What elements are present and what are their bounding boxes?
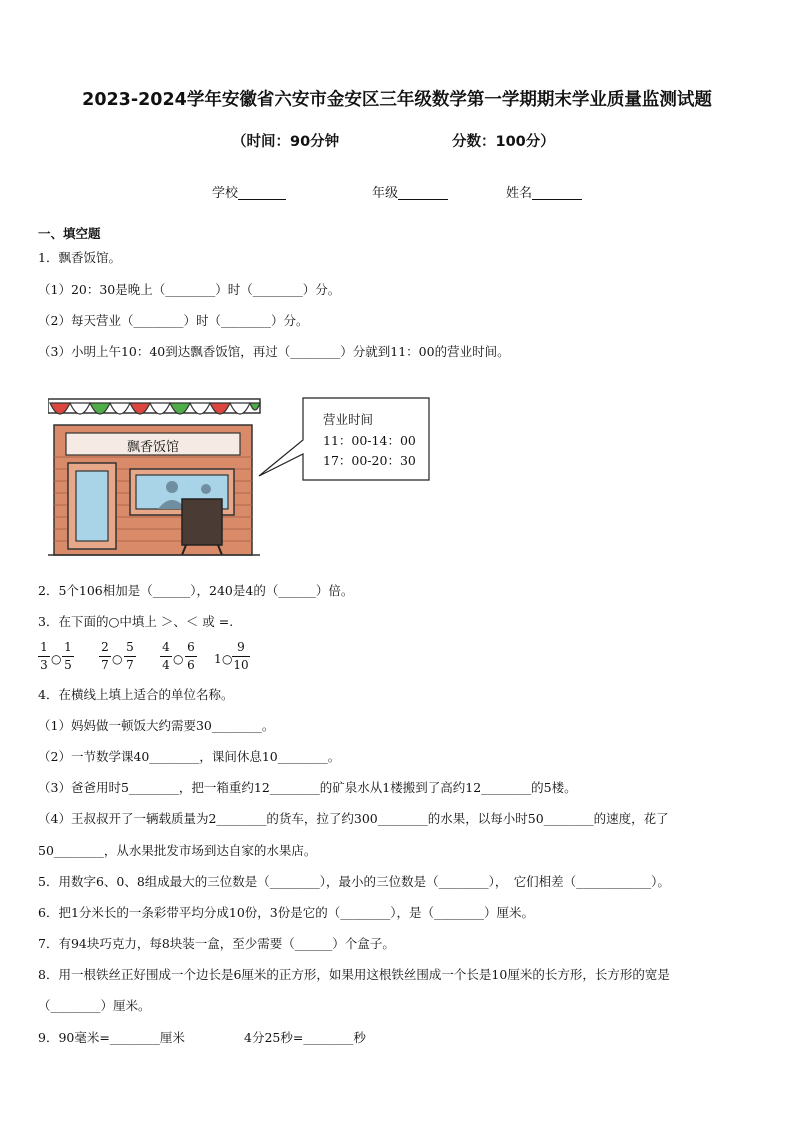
q9-part2: 4分25秒=________秒 [244, 1030, 366, 1045]
business-hours-line1: 11：00-14：00 [323, 433, 416, 448]
school-field[interactable] [212, 182, 286, 201]
q2: 2．5个106相加是（______），240是4的（______）倍。 [38, 583, 354, 598]
q4-part1: （1）妈妈做一顿饭大约需要30________。 [38, 718, 275, 733]
section-fill-in-blanks: 一、填空题 [38, 226, 101, 241]
q4-part2: （2）一节数学课40________，课间休息10________。 [38, 749, 341, 764]
fraction: 6 6 [185, 640, 197, 673]
restaurant-illustration [48, 395, 262, 563]
q1-part3: （3）小明上午10：40到达飘香饭馆，再过（________）分就到11：00的营业时间。 [38, 344, 510, 359]
q7: 7．有94块巧克力，每8块装一盒，至少需要（______）个盒子。 [38, 936, 395, 951]
fraction: 5 7 [124, 640, 136, 673]
page-title: 2023-2024学年安徽省六安市金安区三年级数学第一学期期末学业质量监测试题 [82, 90, 712, 110]
name-label: 姓名 [506, 186, 533, 201]
compare-circle[interactable]: ○ [222, 652, 233, 666]
business-hours-title: 营业时间 [323, 412, 374, 427]
fraction: 1 3 [38, 640, 50, 673]
fraction: 9 10 [233, 640, 249, 672]
q4-part3: （3）爸爸用时5________，把一箱重约12________的矿泉水从1楼搬到了高约12________的5楼。 [38, 780, 577, 795]
exam-time: （时间：90分钟 [232, 134, 340, 150]
restaurant-sign: 飘香饭馆 [126, 440, 179, 455]
fraction: 1 5 [62, 640, 74, 673]
q5: 5．用数字6、0、8组成最大的三位数是（________），最小的三位数是（________）， 它们相差（____________）。 [38, 874, 670, 889]
q4-stem: 4．在横线上填上适合的单位名称。 [38, 687, 234, 702]
q4-part4-line1: （4）王叔叔开了一辆载质量为2________的货车，拉了约300________的水果，以每小时50________的速度，花了 [38, 811, 669, 826]
q1-stem: 1．飘香饭馆。 [38, 250, 121, 265]
fraction: 2 7 [99, 640, 111, 673]
compare-circle[interactable]: ○ [173, 652, 184, 666]
q9-part1: 9．90毫米=________厘米 [38, 1030, 185, 1045]
name-blank[interactable] [532, 185, 582, 200]
q3-stem: 3．在下面的○中填上 ＞、＜ 或 =. [38, 614, 234, 629]
whole-number: 1 [214, 652, 222, 666]
q1-part1: （1）20：30是晚上（________）时（________）分。 [38, 282, 341, 297]
q8-line1: 8．用一根铁丝正好围成一个边长是6厘米的正方形，如果用这根铁丝围成一个长是10厘米的长方形，长方形的宽是 [38, 967, 670, 982]
fraction: 4 4 [160, 640, 172, 673]
q4-part4-line2: 50________，从水果批发市场到达自家的水果店。 [38, 843, 317, 858]
grade-blank[interactable] [398, 185, 448, 200]
restaurant-drawing [48, 395, 262, 559]
compare-circle[interactable]: ○ [112, 652, 123, 666]
grade-label: 年级 [372, 186, 399, 201]
school-label: 学校 [212, 186, 239, 201]
exam-score: 分数：100分） [452, 134, 555, 150]
business-hours-line2: 17：00-20：30 [323, 453, 416, 468]
grade-field[interactable] [372, 182, 448, 201]
name-field[interactable] [506, 182, 582, 201]
q6: 6．把1分米长的一条彩带平均分成10份，3份是它的（________），是（________）厘米。 [38, 905, 535, 920]
business-hours-bubble [255, 396, 435, 490]
q1-part2: （2）每天营业（________）时（________）分。 [38, 313, 309, 328]
compare-circle[interactable]: ○ [51, 652, 62, 666]
q8-line2: （________）厘米。 [38, 998, 151, 1013]
school-blank[interactable] [238, 185, 286, 200]
